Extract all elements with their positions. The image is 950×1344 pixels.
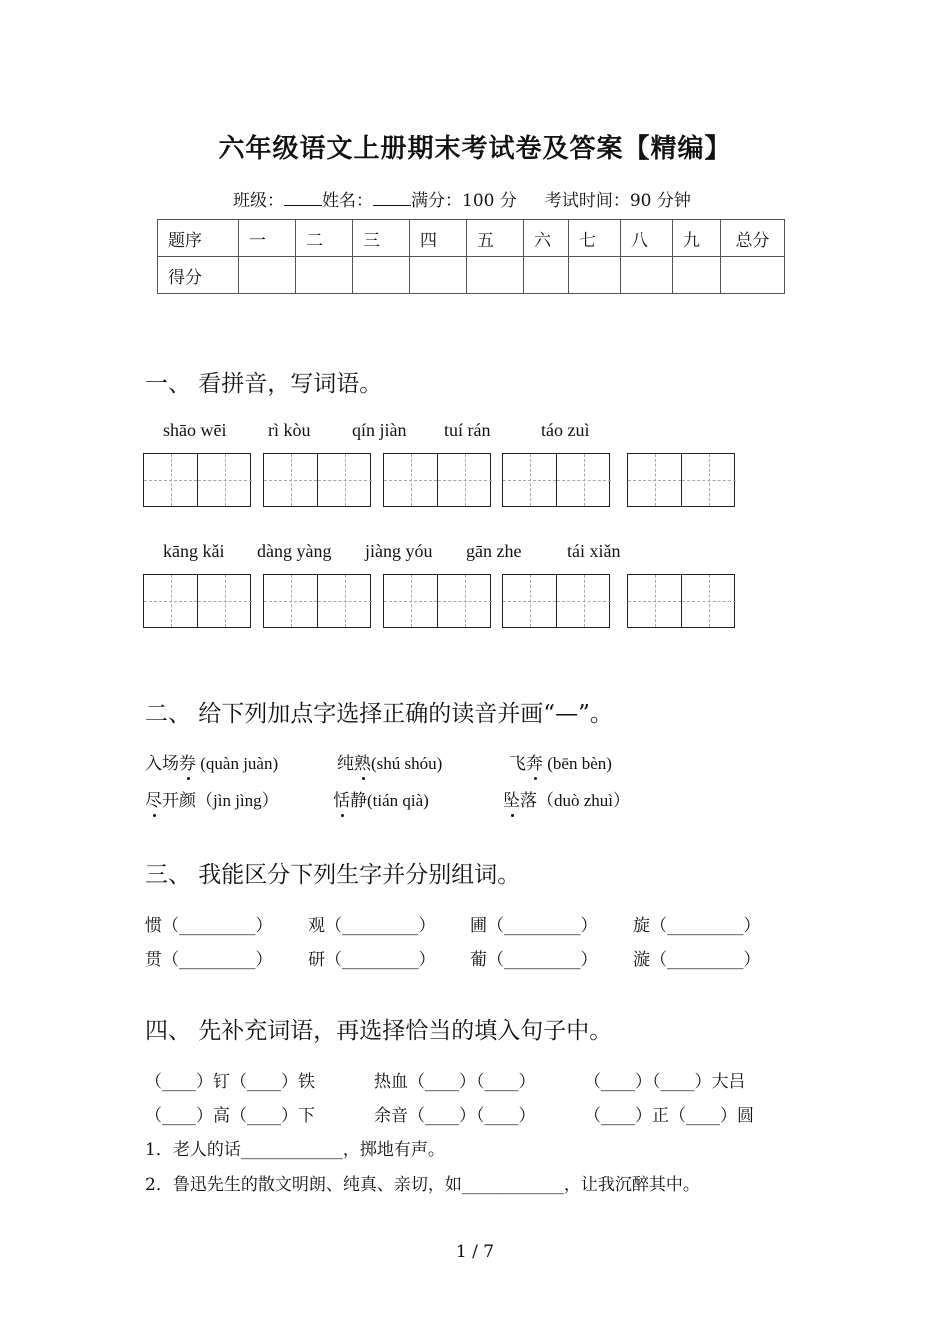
dotted-char: 尽 [145,786,162,811]
score-header-cell: 总分 [721,220,785,257]
item-options[interactable]: (quàn juàn) [196,754,279,773]
pinyin: tuí rán [444,420,491,440]
word-blank[interactable]: 惯（_________） [145,916,273,936]
word-blank[interactable]: 旋（_________） [633,916,761,936]
score-header-cell: 七 [569,220,621,257]
writing-grid[interactable] [143,574,251,628]
score-header-cell: 二 [296,220,353,257]
pinyin: kāng kǎi [163,541,225,561]
writing-grid[interactable] [627,453,735,507]
section2-title: 二、 给下列加点字选择正确的读音并画“—”。 [145,701,613,727]
item-options[interactable]: (shú shóu) [371,754,443,773]
score-cell[interactable] [296,257,353,294]
idiom-blank[interactable]: 热血（____）（____） [374,1072,536,1092]
score-row [158,257,785,294]
reading-item [337,749,442,774]
score-table [157,219,785,294]
score-cell[interactable] [721,257,785,294]
score-cell[interactable] [673,257,721,294]
item-text: 纯 [337,754,354,774]
pinyin: tái xiǎn [567,541,621,561]
idiom-blank[interactable]: （____）钉（____）铁 [145,1072,315,1092]
score-cell[interactable] [410,257,467,294]
dotted-char: 熟 [354,749,371,774]
writing-grid[interactable] [383,574,491,628]
dotted-char: 券 [179,749,196,774]
reading-item [509,749,612,774]
name-blank [373,191,411,206]
score-label: 满分：100 分 [411,191,517,211]
score-header-cell: 六 [524,220,569,257]
score-header-cell: 四 [410,220,467,257]
reading-item [503,786,630,811]
exam-info [233,186,691,211]
name-label: 姓名： [322,191,373,211]
word-blank[interactable]: 研（_________） [308,950,436,970]
dotted-char: 恬 [333,786,350,811]
score-row-label: 得分 [158,257,239,294]
pinyin: gān zhe [466,541,522,561]
question-1[interactable]: 1．老人的话____________，掷地有声。 [145,1140,445,1160]
word-blank[interactable]: 葡（_________） [470,950,598,970]
score-header-cell: 三 [353,220,410,257]
word-blank[interactable]: 漩（_________） [633,950,761,970]
item-options[interactable]: 静(tián qià) [350,791,429,810]
writing-grid[interactable] [502,574,610,628]
section3-title: 三、 我能区分下列生字并分别组词。 [145,862,521,888]
section1-title: 一、 看拼音，写词语。 [145,371,383,397]
item-options[interactable]: (bēn bèn) [543,754,612,773]
dotted-char: 坠 [503,786,520,811]
idiom-blank[interactable]: （____）（____）大吕 [584,1072,746,1092]
score-cell[interactable] [621,257,673,294]
item-text: 入场 [145,754,179,774]
item-options[interactable]: 开颜（jìn jìng） [162,791,279,810]
class-label: 班级： [233,191,284,211]
page-title: 六年级语文上册期末考试卷及答案【精编】 [218,134,732,164]
class-blank [284,191,322,206]
reading-item [333,786,429,811]
item-text: 飞 [509,754,526,774]
score-header-cell: 九 [673,220,721,257]
writing-grid[interactable] [263,574,371,628]
score-cell[interactable] [467,257,524,294]
reading-item [145,786,279,811]
score-header-cell: 八 [621,220,673,257]
score-cell[interactable] [524,257,569,294]
idiom-blank[interactable]: （____）正（____）圆 [584,1106,754,1126]
score-header-cell: 题序 [158,220,239,257]
dotted-char: 奔 [526,749,543,774]
time-label: 考试时间：90 分钟 [544,191,691,211]
section4-title: 四、 先补充词语，再选择恰当的填入句子中。 [145,1018,613,1044]
writing-grid[interactable] [263,453,371,507]
pinyin: jiàng yóu [365,541,433,561]
reading-item [145,749,278,774]
pinyin: rì kòu [268,420,311,440]
word-blank[interactable]: 贯（_________） [145,950,273,970]
pinyin: táo zuì [541,420,590,440]
score-cell[interactable] [353,257,410,294]
page-number: 1 / 7 [455,1242,495,1262]
pinyin: shāo wēi [163,420,227,440]
item-options[interactable]: 落（duò zhuì） [520,791,631,810]
score-cell[interactable] [239,257,296,294]
writing-grid[interactable] [627,574,735,628]
pinyin: dàng yàng [257,541,332,561]
word-blank[interactable]: 观（_________） [308,916,436,936]
writing-grid[interactable] [383,453,491,507]
score-cell[interactable] [569,257,621,294]
idiom-blank[interactable]: 余音（____）（____） [374,1106,536,1126]
score-header-cell: 一 [239,220,296,257]
idiom-blank[interactable]: （____）高（____）下 [145,1106,315,1126]
question-2[interactable]: 2．鲁迅先生的散文明朗、纯真、亲切，如____________，让我沉醉其中。 [145,1175,700,1195]
word-blank[interactable]: 圃（_________） [470,916,598,936]
score-header-row [158,220,785,257]
score-header-cell: 五 [467,220,524,257]
writing-grid[interactable] [143,453,251,507]
pinyin: qín jiàn [352,420,407,440]
writing-grid[interactable] [502,453,610,507]
